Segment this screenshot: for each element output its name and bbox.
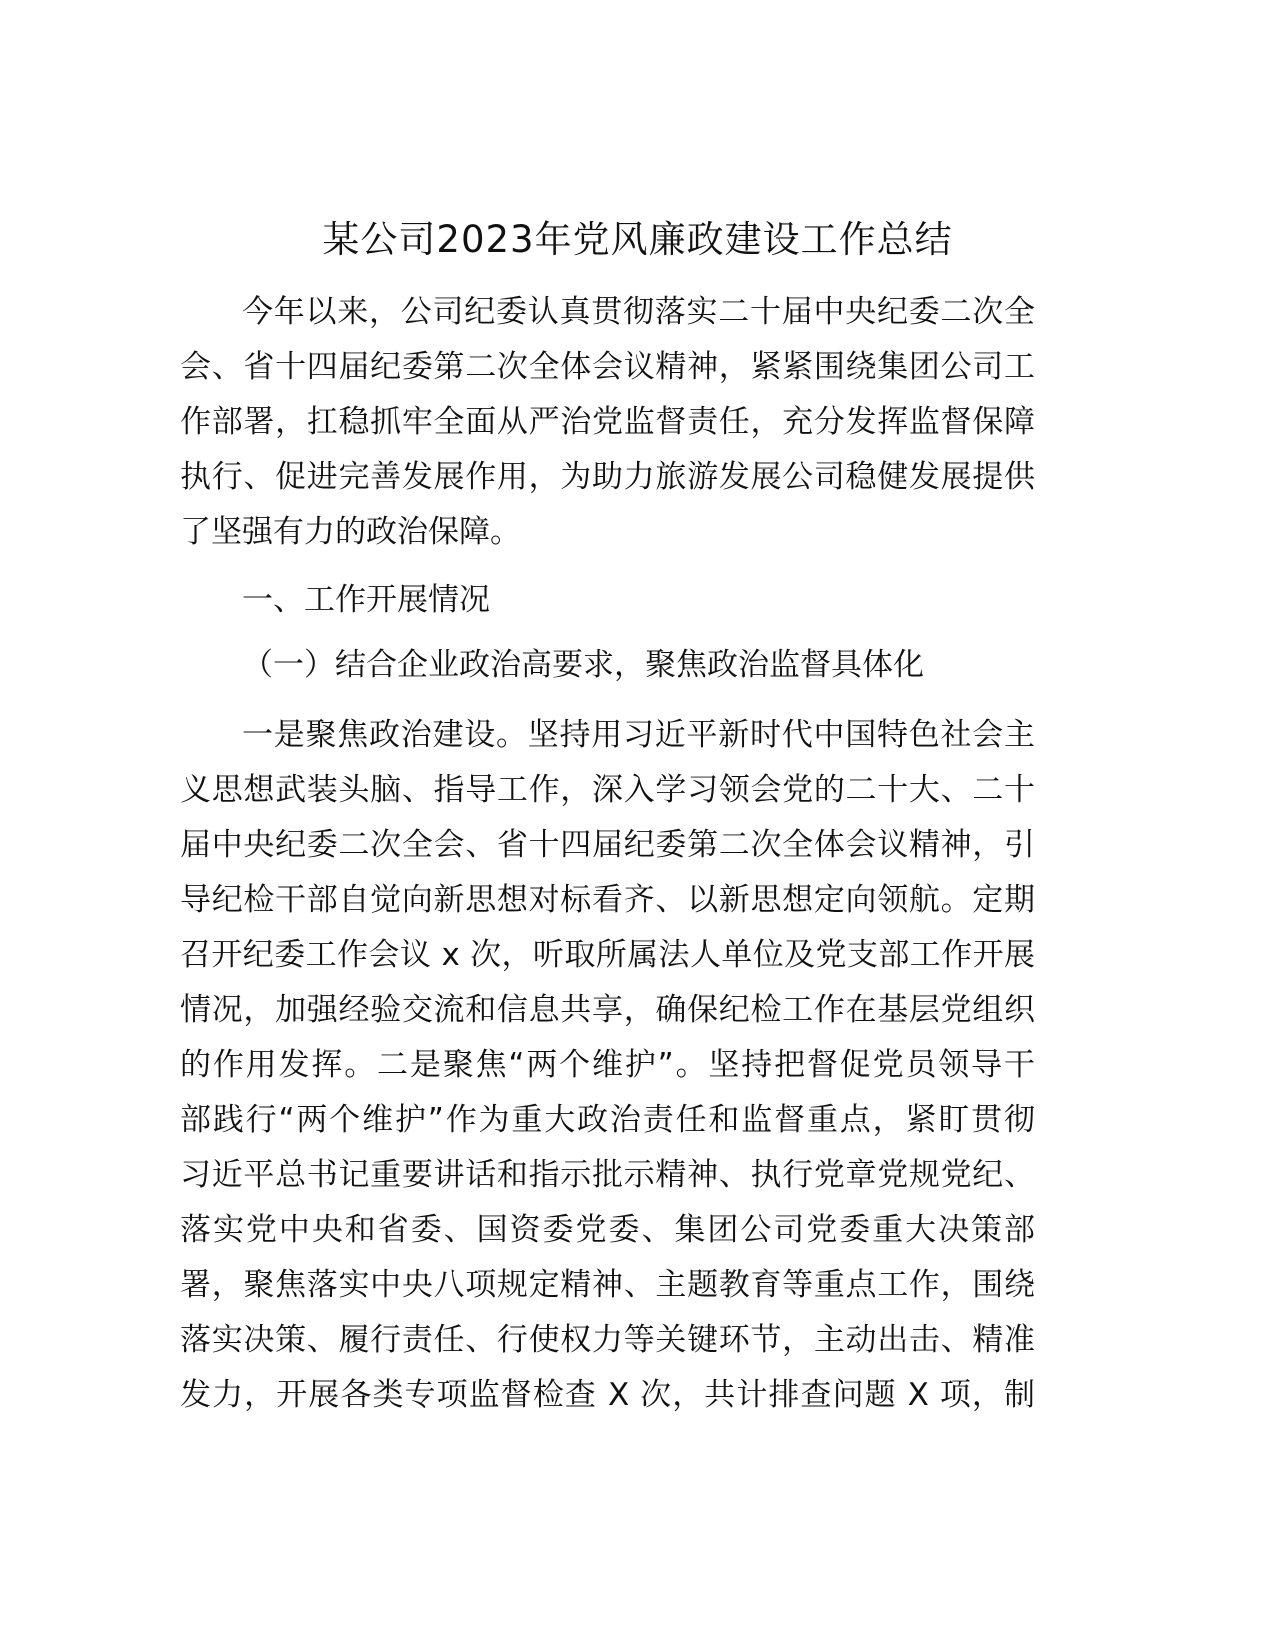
paragraph-line: 执行、促进完善发展作用，为助力旅游发展公司稳健发展提供 [180,459,1035,495]
paragraph-line: 召开纪委工作会议 x 次，听取所属法人单位及党支部工作开展 [180,937,1035,973]
paragraph-line: 落实决策、履行责任、行使权力等关键环节，主动出击、精准 [180,1322,1035,1358]
document-title: 某公司2023年党风廉政建设工作总结 [322,218,953,261]
paragraph-line: 了坚强有力的政治保障。 [180,514,521,550]
paragraph-line: 落实党中央和省委、国资委党委、集团公司党委重大决策部 [180,1212,1035,1248]
paragraph-line: 发力，开展各类专项监督检查 X 次，共计排查问题 X 项，制 [180,1377,1035,1413]
paragraph-line: 一是聚焦政治建设。坚持用习近平新时代中国特色社会主 [242,717,1035,753]
paragraph-line: 署，聚焦落实中央八项规定精神、主题教育等重点工作，围绕 [180,1267,1035,1303]
paragraph-line: 情况，加强经验交流和信息共享，确保纪检工作在基层党组织 [180,992,1035,1028]
paragraph-line: 届中央纪委二次全会、省十四届纪委第二次全体会议精神，引 [180,827,1035,863]
paragraph-line: 习近平总书记重要讲话和指示批示精神、执行党章党规党纪、 [180,1157,1035,1193]
paragraph-line: 义思想武装头脑、指导工作，深入学习领会党的二十大、二十 [180,772,1035,808]
subsection-heading: （一）结合企业政治高要求，聚焦政治监督具体化 [242,647,924,683]
paragraph-line: 的作用发挥。二是聚焦“两个维护”。坚持把督促党员领导干 [180,1047,1035,1083]
paragraph-line: 会、省十四届纪委第二次全体会议精神，紧紧围绕集团公司工 [180,349,1035,385]
paragraph-line: 今年以来，公司纪委认真贯彻落实二十届中央纪委二次全 [242,294,1035,330]
paragraph-line: 导纪检干部自觉向新思想对标看齐、以新思想定向领航。定期 [180,882,1035,918]
section-heading: 一、工作开展情况 [242,582,490,618]
paragraph-line: 作部署，扛稳抓牢全面从严治党监督责任，充分发挥监督保障 [180,404,1035,440]
paragraph-line: 部践行“两个维护”作为重大政治责任和监督重点，紧盯贯彻 [180,1102,1035,1138]
